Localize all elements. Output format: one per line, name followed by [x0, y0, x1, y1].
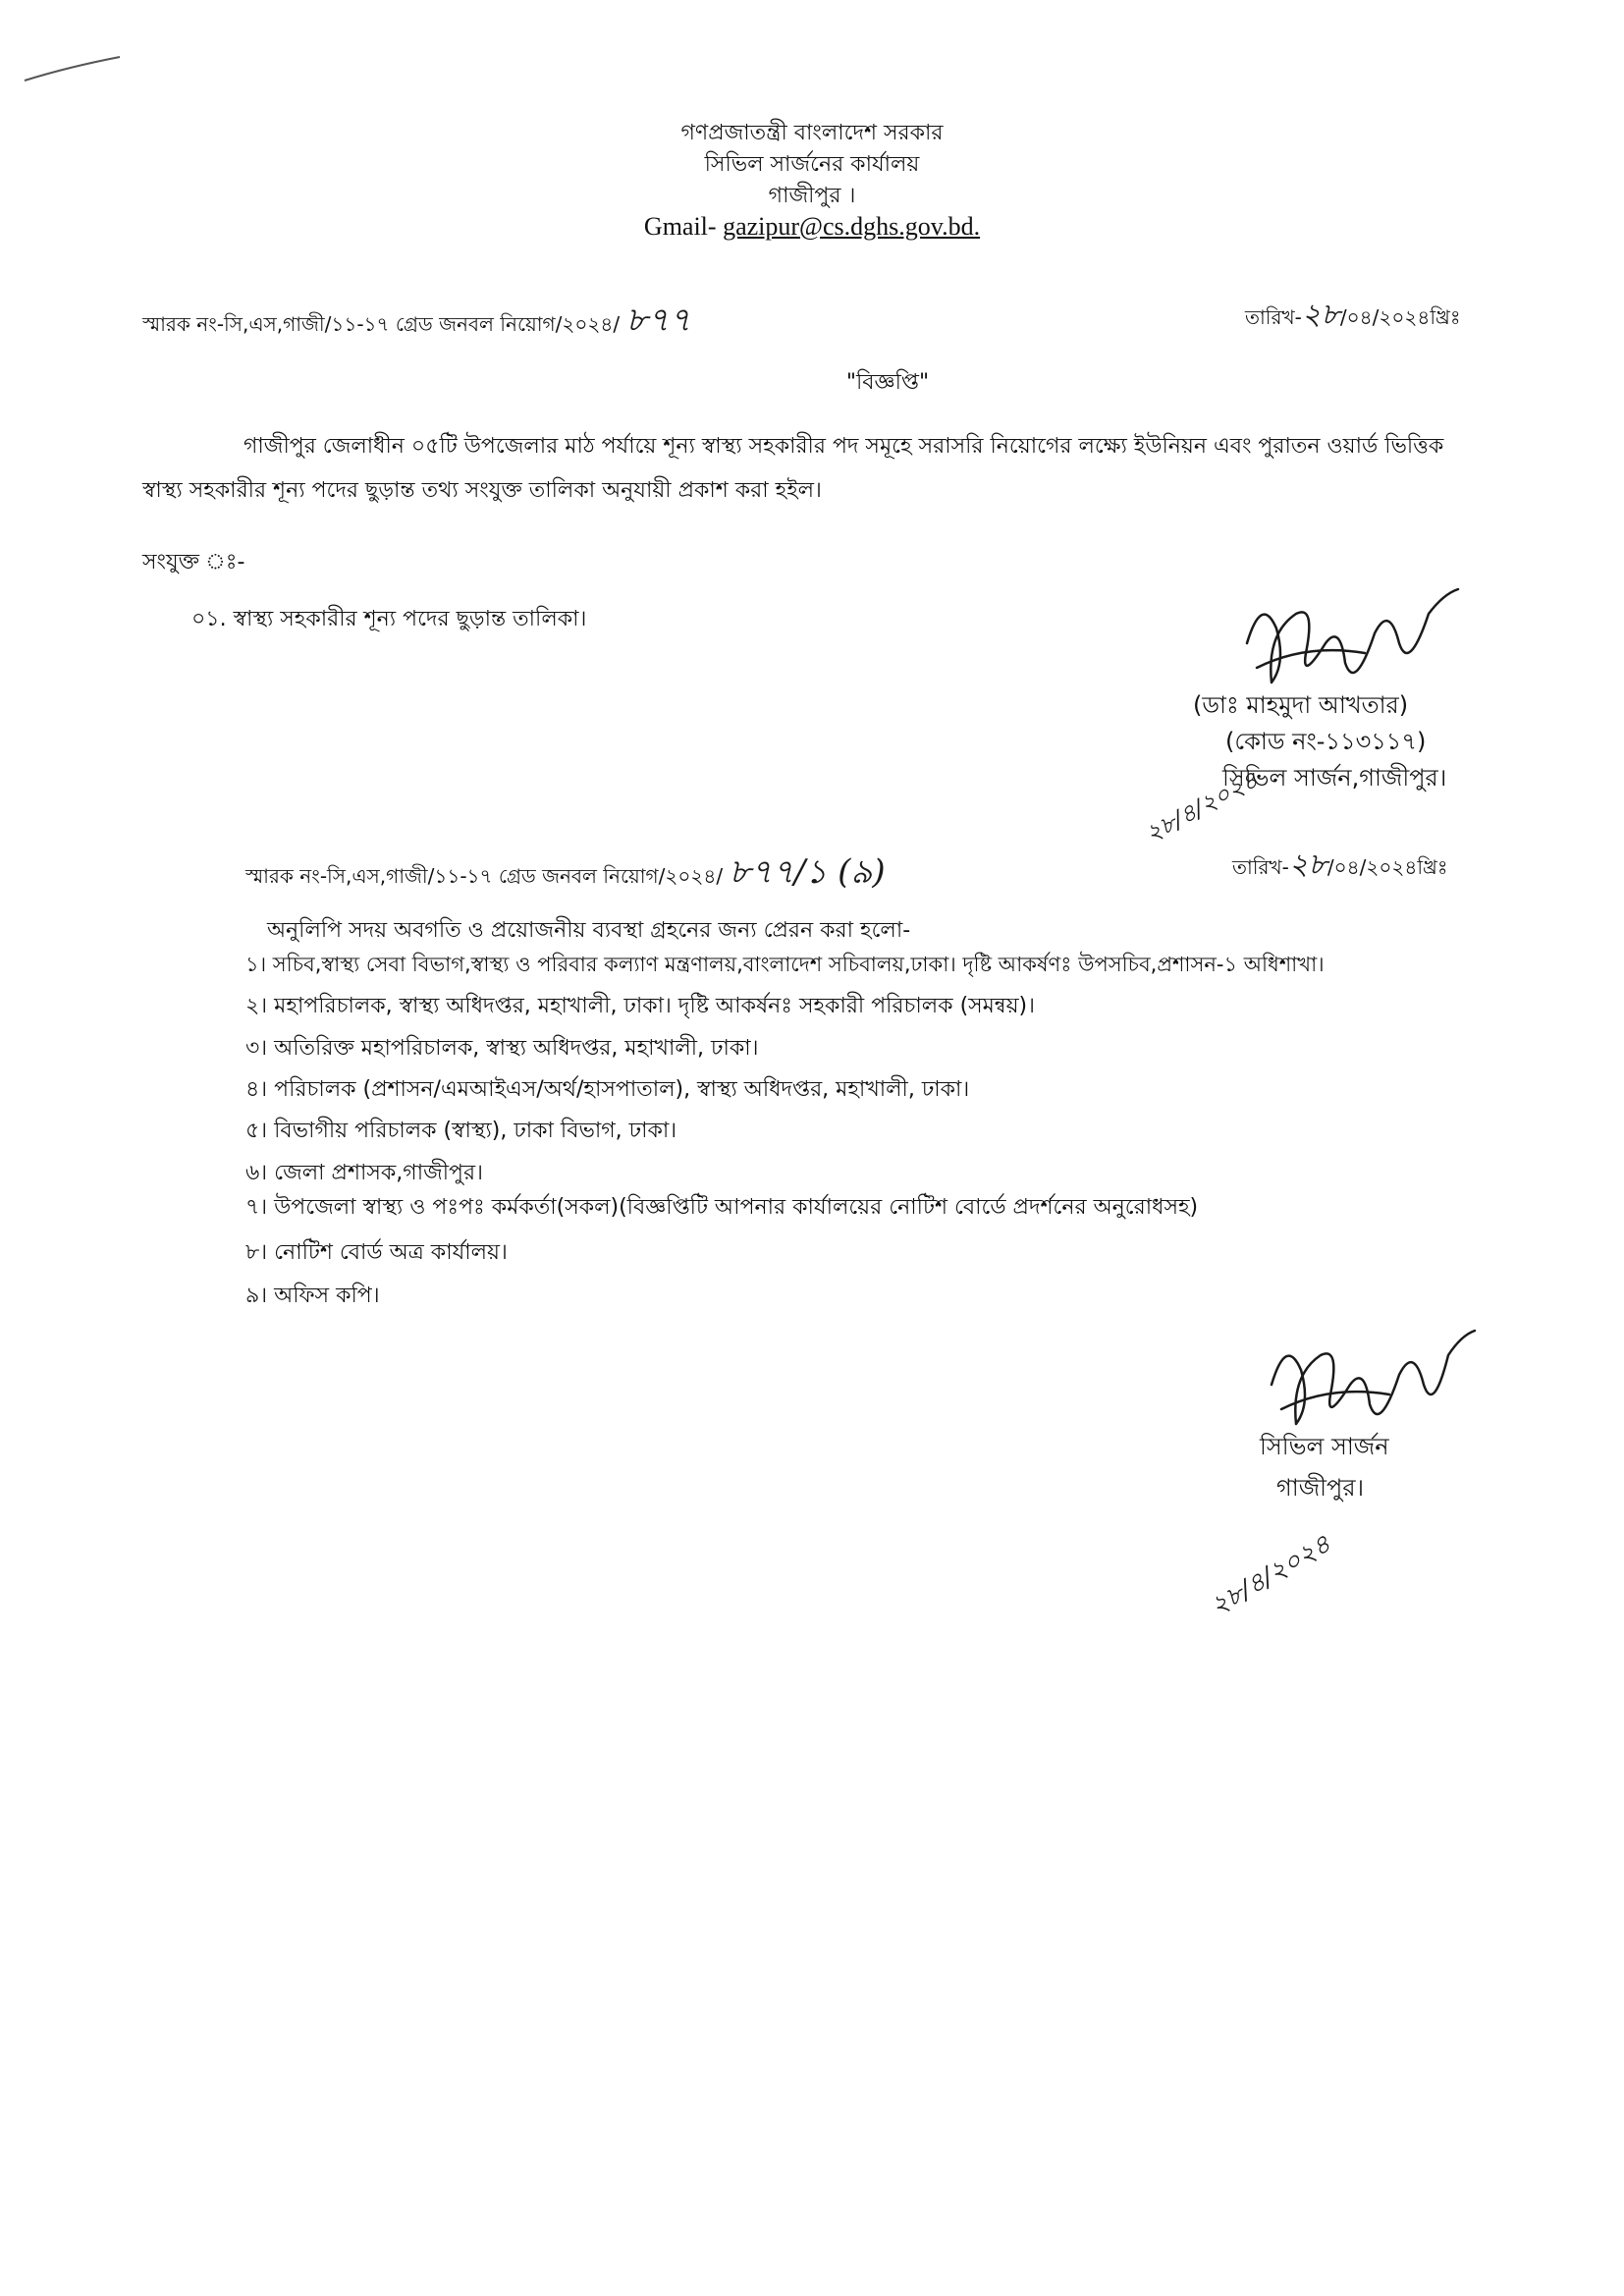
memo-date-line [1245, 291, 1461, 341]
signatory-2-handwritten-date: ২৮/৪/২০২৪ [1206, 1529, 1336, 1622]
office-location: গাজীপুর । [768, 184, 856, 208]
copy-intro: অনুলিপি সদয় অবগতি ও প্রয়োজনীয় ব্যবস্থা গ্রহনের জন্য প্রেরন করা হলো- [267, 918, 911, 943]
copy-item-9: ৯। অফিস কপি। [245, 1284, 380, 1308]
notice-body-line-2: স্বাস্থ্য সহকারীর শূন্য পদের ছুড়ান্ত তথ্য সংযুক্ত তালিকা অনুযায়ী প্রকাশ করা হইল। [142, 478, 822, 503]
gmail-line [0, 212, 1624, 242]
memo-date-suffix: /০৪/২০২৪খ্রিঃ [1339, 305, 1461, 329]
copy-item-7: ৭। উপজেলা স্বাস্থ্য ও পঃপঃ কর্মকর্তা(সকল)(বিজ্ঞপ্তিটি আপনার কার্যালয়ের নোটিশ বোর্ডে প্রদর্শনের অনুরোধসহ) [245, 1195, 1199, 1220]
office-name: সিভিল সার্জনের কার্যালয় [704, 152, 920, 177]
copy-item-6: ৬। জেলা প্রশাসক,গাজীপুর। [245, 1161, 483, 1185]
signatory-1-name: (ডাঃ মাহমুদা আখতার) [1193, 691, 1409, 719]
memo-date-day-handwritten: ২৮ [1301, 298, 1340, 332]
memo2-date-day-handwritten: ২৮ [1288, 847, 1327, 882]
memo2-handwritten-date-note: ২৮/৪/২০২৪ [1140, 765, 1263, 848]
attachment-item: ০১. স্বাস্থ্য সহকারীর শূন্য পদের ছুড়ান্ত তালিকা। [191, 607, 587, 631]
scan-mark-decoration [20, 49, 128, 88]
gmail-label: Gmail- [643, 212, 717, 241]
memo2-date-prefix: তারিখ- [1232, 855, 1289, 879]
notice-title: "বিজ্ঞপ্তি" [845, 370, 930, 395]
signatory-2-title: সিভিল সার্জন [1260, 1433, 1389, 1460]
notice-body-line-1: গাজীপুর জেলাধীন ০৫টি উপজেলার মাঠ পর্যায়ে শূন্য স্বাস্থ্য সহকারীর পদ সমূহে সরাসরি নিয়োগের লক্ষ্যে ইউনিয়ন এবং পুরাতন ওয়ার্ড ভিত্তিক [244, 434, 1444, 459]
memo-ref-line [142, 295, 691, 351]
copy-item-3: ৩। অতিরিক্ত মহাপরিচালক, স্বাস্থ্য অধিদপ্তর, মহাখালী, ঢাকা। [245, 1036, 759, 1061]
memo2-ref-line [245, 847, 886, 902]
copy-item-2: ২। মহাপরিচালক, স্বাস্থ্য অধিদপ্তর, মহাখালী, ঢাকা। দৃষ্টি আকর্ষনঃ সহকারী পরিচালক (সমন্বয়)। [245, 994, 1035, 1018]
copy-item-1: ১। সচিব,স্বাস্থ্য সেবা বিভাগ,স্বাস্থ্য ও পরিবার কল্যাণ মন্ত্রণালয়,বাংলাদেশ সচিবালয়,ঢাকা। দৃষ্টি আকর্ষণঃ উপসচিব,প্রশাসন-১ অধিশাখা। [245, 953, 1325, 976]
memo-date-prefix: তারিখ- [1245, 305, 1302, 329]
memo2-ref-number-handwritten: ৮৭৭/১ (৯) [729, 852, 886, 892]
memo-ref-prefix: স্মারক নং-সি,এস,গাজী/১১-১৭ গ্রেড জনবল নিয়োগ/২০২৪/ [142, 312, 621, 336]
copy-item-8: ৮। নোটিশ বোর্ড অত্র কার্যালয়। [245, 1240, 508, 1265]
govt-header: গণপ্রজাতন্ত্রী বাংলাদেশ সরকার [680, 121, 944, 145]
signatory-2-place: গাজীপুর। [1276, 1474, 1365, 1502]
gmail-address-link[interactable]: gazipur@cs.dghs.gov.bd. [723, 212, 981, 241]
memo-ref-number-handwritten: ৮৭৭ [625, 301, 691, 340]
copy-item-4: ৪। পরিচালক (প্রশাসন/এমআইএস/অর্থ/হাসপাতাল), স্বাস্থ্য অধিদপ্তর, মহাখালী, ঢাকা। [245, 1077, 970, 1102]
signatory-1-code: (কোড নং-১১৩১১৭) [1225, 728, 1427, 755]
memo2-ref-prefix: স্মারক নং-সি,এস,গাজী/১১-১৭ গ্রেড জনবল নিয়োগ/২০২৪/ [245, 864, 724, 888]
attachment-label: সংযুক্ত ঃ- [142, 550, 245, 574]
memo2-date-suffix: /০৪/২০২৪খ্রিঃ [1326, 855, 1448, 879]
memo2-date-line [1232, 841, 1448, 891]
copy-item-5: ৫। বিভাগীয় পরিচালক (স্বাস্থ্য), ঢাকা বিভাগ, ঢাকা। [245, 1119, 677, 1143]
signatory-1-title: সিভিল সার্জন,গাজীপুর। [1222, 764, 1447, 792]
